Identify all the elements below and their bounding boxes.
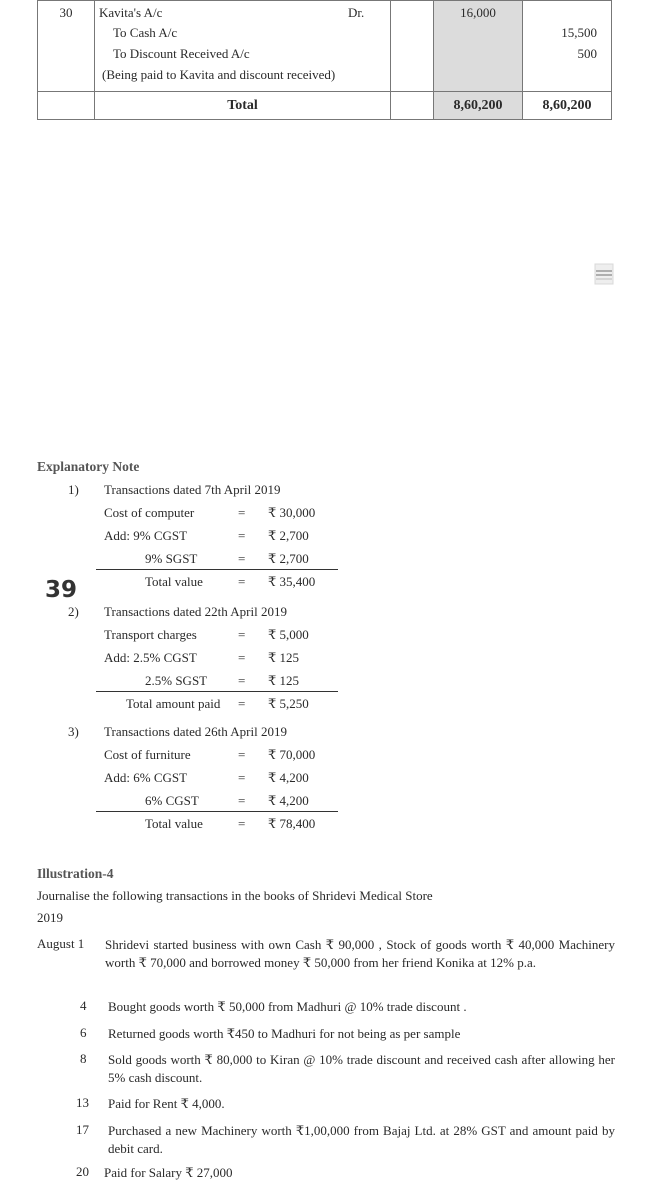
total-debit: 8,60,200: [453, 98, 503, 113]
credit-amount-1: 15,500: [561, 25, 597, 40]
note-item-2-row-1-amt: ₹ 5,000: [268, 627, 309, 642]
note-item-1-row-3-eq: =: [238, 551, 246, 566]
note-item-1-row-2-label: Add: 9% CGST: [104, 528, 188, 543]
note-item-3-row-1-amt: ₹ 70,000: [268, 747, 316, 762]
note-item-1-total-label: Total value: [145, 574, 203, 589]
note-item-2-row-3-label: 2.5% SGST: [145, 673, 208, 688]
note-item-3-row-1-label: Cost of furniture: [104, 747, 191, 762]
entry-6-text: Purchased a new Machinery worth ₹1,00,000 from Bajaj Ltd. at 28% GST and amount paid by debit card.: [108, 1123, 615, 1156]
entry-5-text: Paid for Rent ₹ 4,000.: [108, 1096, 225, 1111]
entry-7-text: Paid for Salary ₹ 27,000: [104, 1165, 233, 1180]
note-item-1-row-1-amt: ₹ 30,000: [268, 505, 316, 520]
note-item-3-total-label: Total value: [145, 816, 203, 831]
note-item-3-row-2-label: Add: 6% CGST: [104, 770, 188, 785]
note-item-1-row-2-eq: =: [238, 528, 246, 543]
note-item-1-row-1-eq: =: [238, 505, 246, 520]
total-label: Total: [227, 98, 258, 113]
note-item-2-row-1-eq: =: [238, 627, 246, 642]
journal-particulars: [95, 1, 391, 92]
total-date-cell: [38, 92, 95, 120]
journal-entry-row: [38, 1, 612, 92]
particulars-debit-line: Kavita's A/c: [99, 5, 163, 20]
note-item-3-row-3-label: 6% CGST: [145, 793, 199, 808]
note-item-2-total-label: Total amount paid: [126, 696, 221, 711]
note-item-3-row-1-eq: =: [238, 747, 246, 762]
entry-4-day: 8: [80, 1051, 87, 1066]
entry-5-day: 13: [76, 1095, 89, 1110]
note-item-2-rule: [96, 691, 338, 692]
journal-lf: [391, 1, 434, 92]
total-debit-cell: [434, 92, 523, 120]
note-item-2-row-1-label: Transport charges: [104, 627, 197, 642]
particulars-credit-line-2: To Discount Received A/c: [113, 46, 250, 61]
page-number: 39: [45, 577, 78, 603]
note-item-1-row-2-amt: ₹ 2,700: [268, 528, 309, 543]
particulars-credit-line-1: To Cash A/c: [113, 25, 178, 40]
note-item-2-row-3-eq: =: [238, 673, 246, 688]
debit-amount: 16,000: [460, 5, 496, 20]
note-item-2-row-3-amt: ₹ 125: [268, 673, 300, 688]
entry-3-day: 6: [80, 1025, 87, 1040]
entry-3-text: Returned goods worth ₹450 to Madhuri for not being as per sample: [108, 1026, 461, 1041]
entry-6-day: 17: [76, 1122, 89, 1137]
note-item-3-row-3-amt: ₹ 4,200: [268, 793, 309, 808]
note-item-1-row-3-label: 9% SGST: [145, 551, 198, 566]
total-credit: 8,60,200: [542, 98, 592, 113]
total-label-cell: [95, 92, 391, 120]
note-item-2-title: Transactions dated 22th April 2019: [104, 604, 287, 619]
journal-date-text: 30: [59, 5, 73, 20]
note-item-3-row-2-amt: ₹ 4,200: [268, 770, 309, 785]
note-item-1-row-3-amt: ₹ 2,700: [268, 551, 309, 566]
note-item-3-rule: [96, 811, 338, 812]
entry-2-day: 4: [80, 998, 87, 1013]
note-item-1-title: Transactions dated 7th April 2019: [104, 482, 281, 497]
note-item-2-total-amt: ₹ 5,250: [268, 696, 309, 711]
note-item-2-num: 2): [68, 604, 79, 619]
illustration-heading: Illustration-4: [37, 866, 114, 881]
total-lf-cell: [391, 92, 434, 120]
note-item-2-total-eq: =: [238, 696, 246, 711]
note-item-3-row-3-eq: =: [238, 793, 246, 808]
note-item-1-total-amt: ₹ 35,400: [268, 574, 316, 589]
note-item-1-rule: [96, 569, 338, 570]
entry-4-text: Sold goods worth ₹ 80,000 to Kiran @ 10% trade discount and received cash after allowing her 5% cash discount.: [108, 1052, 615, 1085]
note-item-2-row-2-amt: ₹ 125: [268, 650, 300, 665]
document-lines-icon[interactable]: [594, 263, 614, 290]
note-item-2-row-2-label: Add: 2.5% CGST: [104, 650, 197, 665]
journal-date: [38, 1, 95, 92]
dr-label: Dr.: [348, 5, 365, 20]
journal-credit: [523, 1, 612, 92]
explanatory-note-heading: Explanatory Note: [37, 459, 140, 474]
note-item-3-title: Transactions dated 26th April 2019: [104, 724, 287, 739]
note-item-3-row-2-eq: =: [238, 770, 246, 785]
journal-total-row: [38, 92, 612, 120]
entry-7-day: 20: [76, 1164, 89, 1179]
illustration-year: 2019: [37, 910, 63, 925]
note-item-1-row-1-label: Cost of computer: [104, 505, 195, 520]
note-item-3-total-amt: ₹ 78,400: [268, 816, 316, 831]
note-item-3-total-eq: =: [238, 816, 246, 831]
note-item-1-num: 1): [68, 482, 79, 497]
total-credit-cell: [523, 92, 612, 120]
credit-amount-2: 500: [577, 46, 597, 61]
note-item-3-num: 3): [68, 724, 79, 739]
narration: (Being paid to Kavita and discount received): [102, 67, 336, 82]
journal-table: [37, 0, 612, 120]
illustration-intro: Journalise the following transactions in the books of Shridevi Medical Store: [37, 888, 433, 903]
entry-2-text: Bought goods worth ₹ 50,000 from Madhuri @ 10% trade discount .: [108, 999, 467, 1014]
illustration-month: August 1: [37, 936, 85, 951]
journal-debit: [434, 1, 523, 92]
note-item-2-row-2-eq: =: [238, 650, 246, 665]
entry-1-text: Shridevi started business with own Cash ₹ 90,000 , Stock of goods worth ₹ 40,000 Machinery worth ₹ 70,000 and borrowed money ₹ 50,000 from her friend Konika at 12% p.a.: [105, 937, 615, 970]
note-item-1-total-eq: =: [238, 574, 246, 589]
